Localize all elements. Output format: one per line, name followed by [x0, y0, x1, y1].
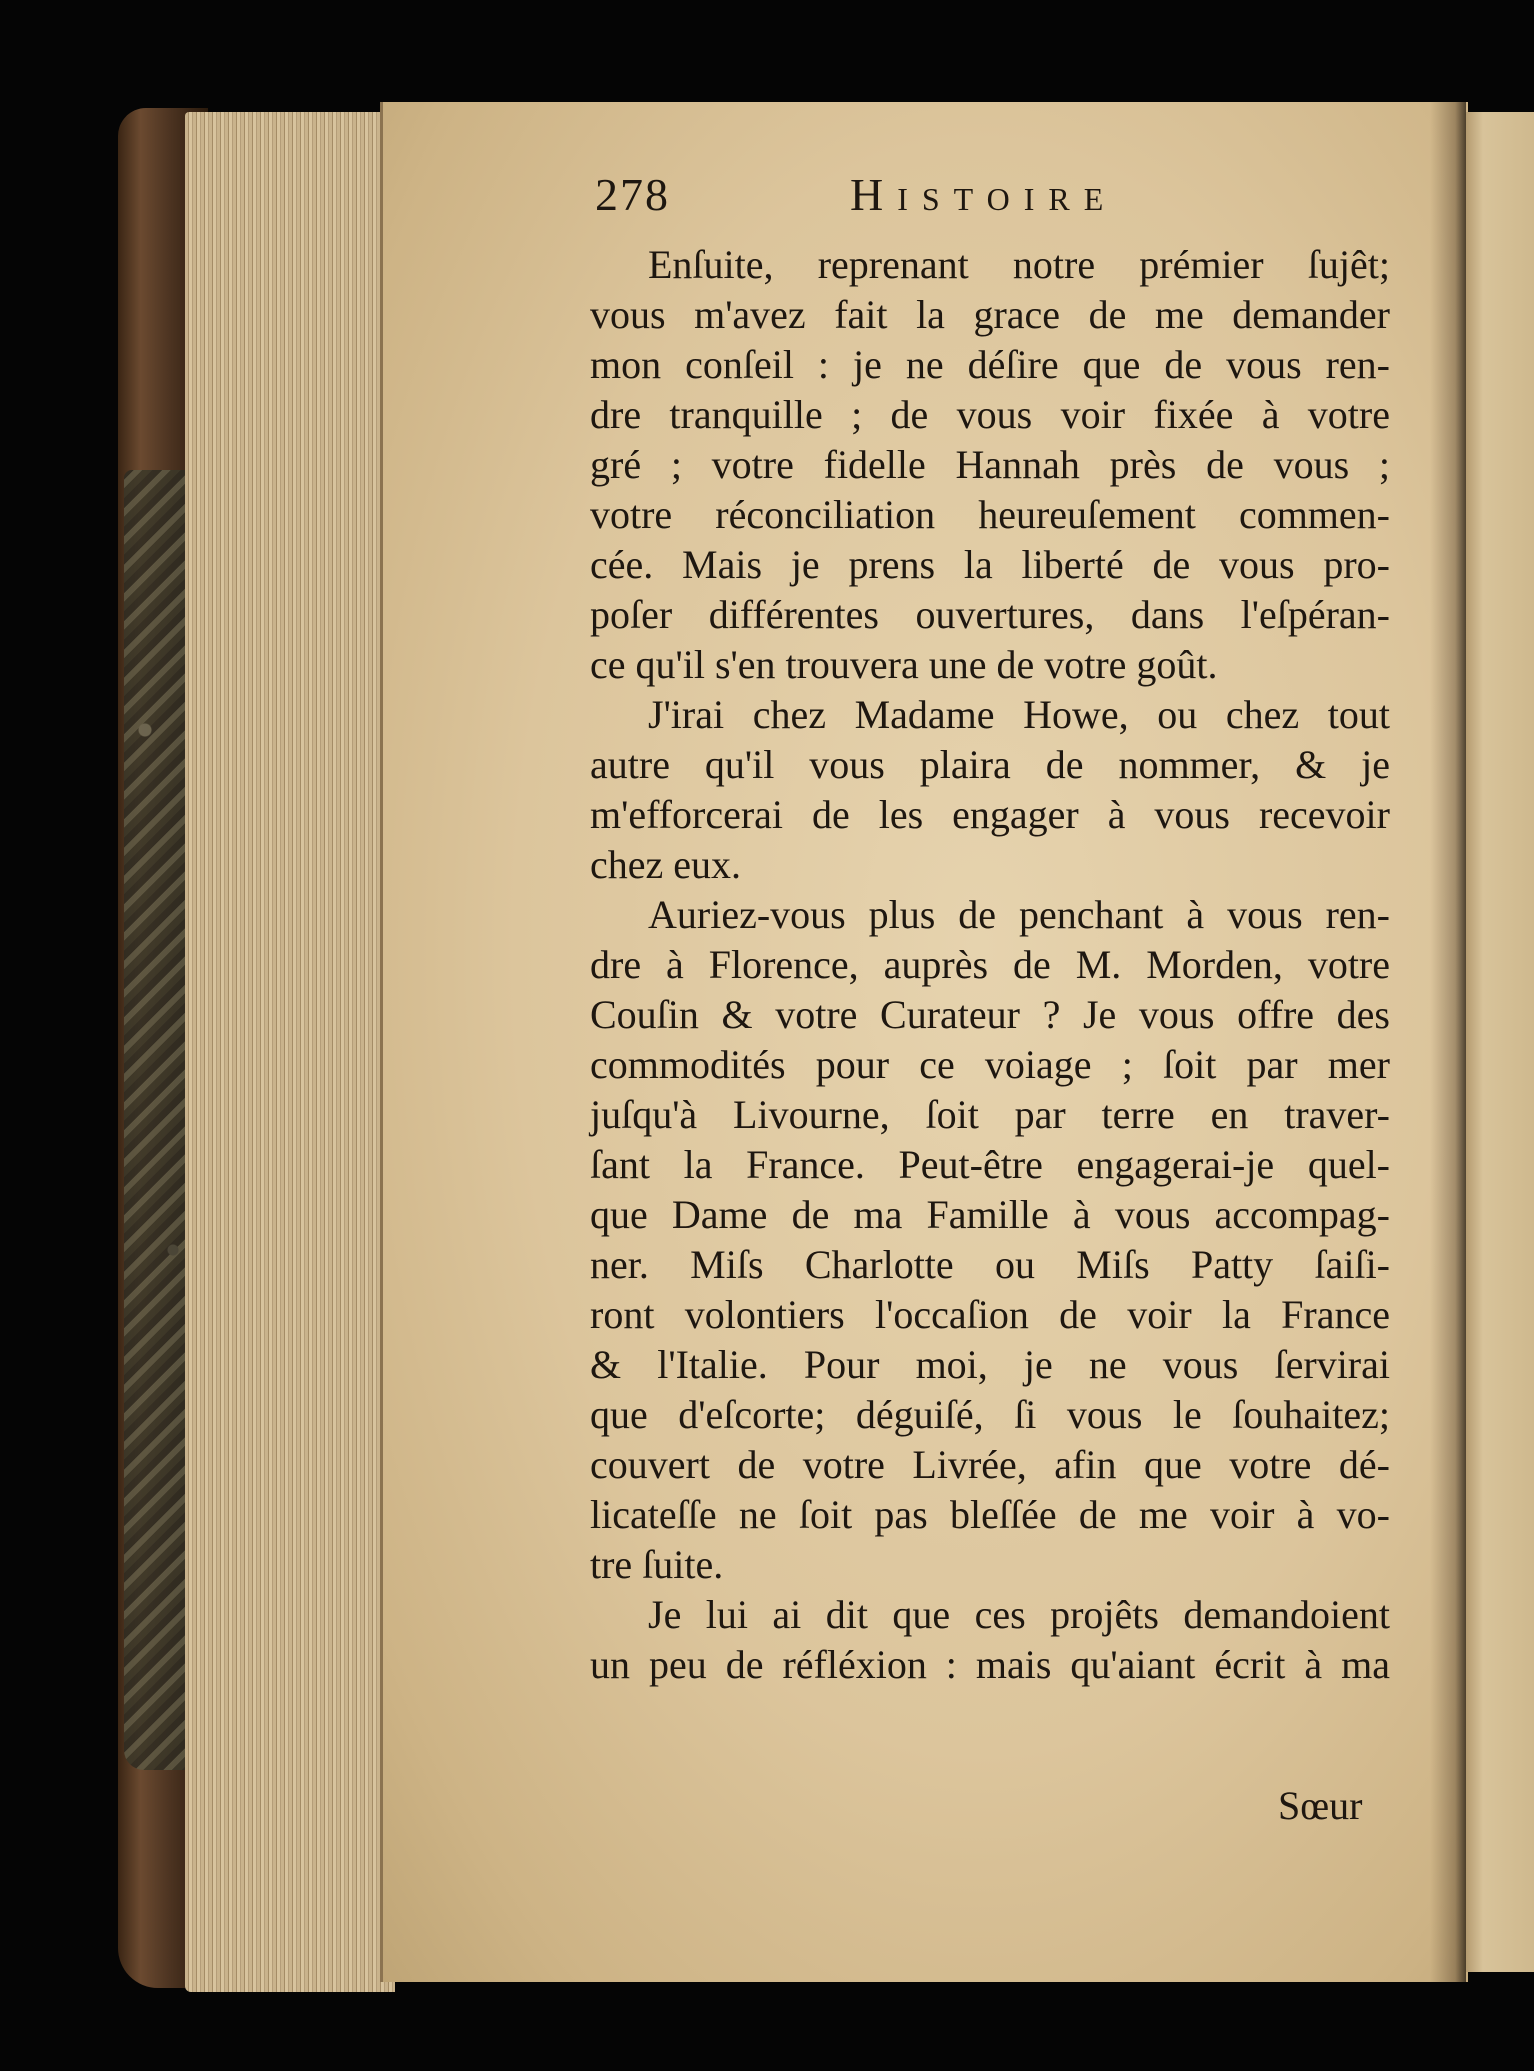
text-line: vous m'avez fait la grace de me demander	[590, 292, 1390, 337]
text-line: Je lui ai dit que ces projêts demandoient	[648, 1592, 1390, 1637]
page-header	[595, 168, 1235, 228]
text-line: ce qu'il s'en trouvera une de votre goût.	[590, 642, 1218, 687]
text-line: ner. Miſs Charlotte ou Miſs Patty ſaiſi-	[590, 1242, 1390, 1287]
text-line: autre qu'il vous plaira de nommer, & je	[590, 742, 1390, 787]
body-text	[590, 240, 1390, 1690]
text-line: & l'Italie. Pour moi, je ne vous ſervirai	[590, 1342, 1390, 1387]
text-line: m'efforcerai de les engager à vous recevoir	[590, 792, 1390, 837]
text-line: chez eux.	[590, 842, 742, 887]
text-line: un peu de réfléxion : mais qu'aiant écrit à ma	[590, 1642, 1390, 1687]
text-line: commodités pour ce voiage ; ſoit par mer	[590, 1042, 1390, 1087]
text-line: ſant la France. Peut-être engagerai-je quel-	[590, 1142, 1390, 1187]
text-line: licateſſe ne ſoit pas bleſſée de me voir à vo-	[590, 1492, 1390, 1537]
text-line: ront volontiers l'occaſion de voir la France	[590, 1292, 1390, 1337]
page-number: 278	[595, 169, 670, 220]
text-line: Couſin & votre Curateur ? Je vous offre des	[590, 992, 1390, 1037]
text-line: que Dame de ma Famille à vous accompag-	[590, 1192, 1390, 1237]
marbled-cover	[124, 470, 194, 1770]
text-line: couvert de votre Livrée, afin que votre dé-	[590, 1442, 1390, 1487]
text-line: poſer différentes ouvertures, dans l'eſpéran-	[590, 592, 1390, 637]
text-line: cée. Mais je prens la liberté de vous pro-	[590, 542, 1390, 587]
page-edges	[185, 112, 395, 1992]
text-line: que d'eſcorte; déguiſé, ſi vous le ſouhaitez;	[590, 1392, 1390, 1437]
text-line: votre réconciliation heureuſement commen-	[590, 492, 1390, 537]
text-line: mon conſeil : je ne déſire que de vous ren-	[590, 342, 1390, 387]
text-line: dre à Florence, auprès de M. Morden, votre	[590, 942, 1390, 987]
running-head: Histoire	[850, 169, 1118, 220]
text-line: Enſuite, reprenant notre prémier ſujêt;	[648, 242, 1390, 287]
gutter-shadow	[1430, 102, 1466, 1982]
right-page-edge	[1466, 112, 1534, 1972]
catchword: Sœur	[1278, 1783, 1363, 1828]
text-line: dre tranquille ; de vous voir fixée à votre	[590, 392, 1390, 437]
text-line: gré ; votre fidelle Hannah près de vous ;	[590, 442, 1390, 487]
text-line: Auriez-vous plus de penchant à vous ren-	[648, 892, 1390, 937]
text-line: J'irai chez Madame Howe, ou chez tout	[648, 692, 1390, 737]
text-line: juſqu'à Livourne, ſoit par terre en traver-	[590, 1092, 1390, 1137]
text-line: tre ſuite.	[590, 1542, 724, 1587]
